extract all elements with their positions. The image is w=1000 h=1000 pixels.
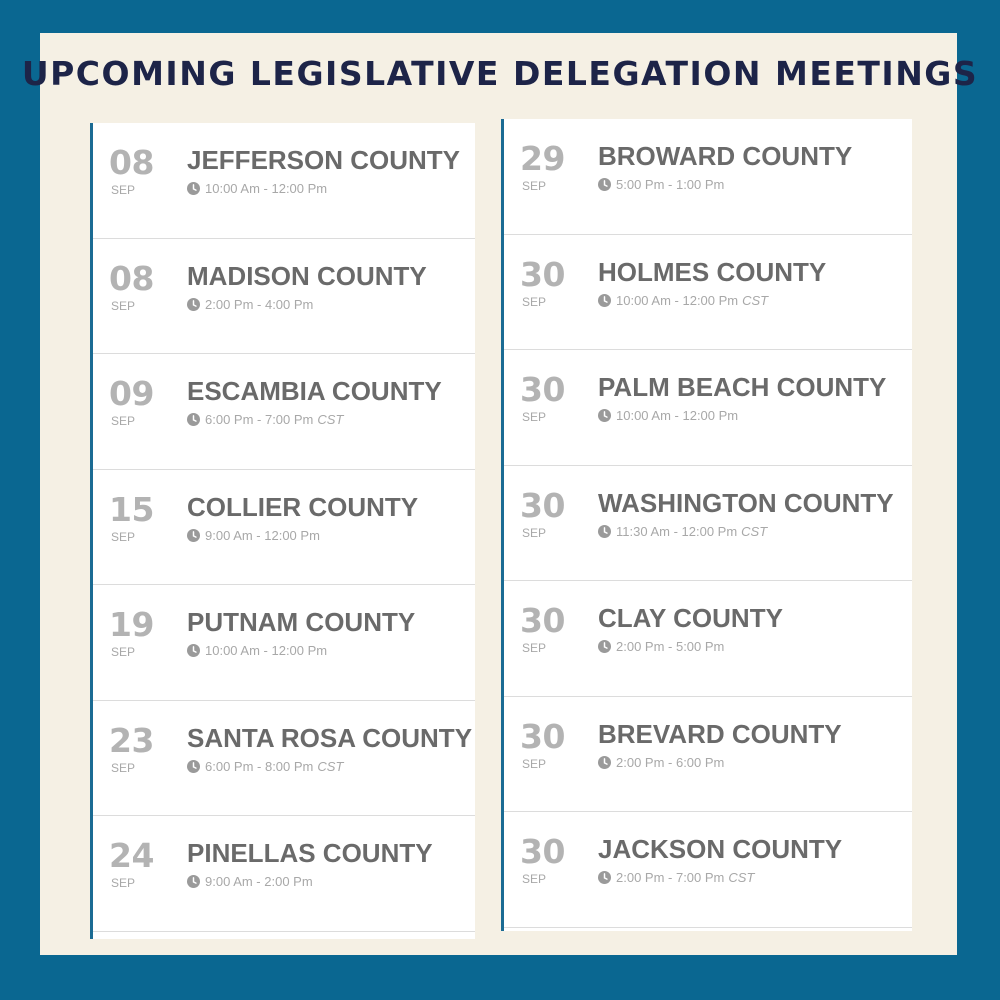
- clock-icon: [187, 875, 200, 888]
- meeting-time-row: [187, 528, 324, 543]
- meeting-county: BREVARD COUNTY: [598, 718, 842, 749]
- meeting-item[interactable]: [504, 119, 912, 235]
- meeting-county: SANTA ROSA COUNTY: [187, 722, 473, 753]
- meeting-time: 10:00 Am - 12:00 Pm: [205, 643, 328, 658]
- meeting-month: SEP: [522, 294, 547, 309]
- meeting-day: 09: [109, 374, 154, 413]
- meeting-county: CLAY COUNTY: [598, 603, 783, 633]
- meeting-time-row: [598, 293, 768, 308]
- meeting-county: PINELLAS COUNTY: [187, 838, 433, 868]
- meeting-county: PALM BEACH COUNTY: [598, 372, 887, 402]
- meetings-list-left: [90, 123, 475, 939]
- meeting-month: SEP: [522, 179, 547, 193]
- meeting-month: SEP: [522, 410, 547, 424]
- meeting-day: 23: [109, 720, 154, 760]
- meeting-month: SEP: [111, 760, 136, 775]
- meeting-time-row: [187, 297, 317, 312]
- meeting-day: 30: [520, 716, 565, 756]
- clock-icon: [598, 871, 611, 884]
- meeting-time: 2:00 Pm - 6:00 Pm: [616, 754, 725, 770]
- meeting-month: SEP: [522, 756, 547, 771]
- meeting-month: SEP: [522, 525, 547, 540]
- meeting-county: HOLMES COUNTY: [598, 256, 827, 287]
- meeting-day: 30: [520, 485, 565, 525]
- meeting-day: 29: [520, 139, 565, 178]
- meeting-county: MADISON COUNTY: [187, 260, 427, 291]
- meeting-item[interactable]: [93, 701, 475, 817]
- meeting-month: SEP: [111, 529, 136, 544]
- meetings-list-right: [501, 119, 912, 931]
- meeting-time-row: [598, 639, 728, 654]
- meeting-time: 2:00 Pm - 5:00 Pm: [616, 639, 725, 654]
- meeting-item[interactable]: [93, 354, 475, 470]
- clock-icon: [187, 529, 200, 542]
- meeting-item[interactable]: [504, 581, 912, 697]
- meeting-item[interactable]: [93, 239, 475, 355]
- meeting-item[interactable]: [504, 812, 912, 928]
- clock-icon: [598, 294, 611, 307]
- meeting-timezone: CST: [728, 870, 755, 885]
- meeting-time: 10:00 Am - 12:00 Pm: [616, 408, 739, 423]
- meeting-time: 9:00 Am - 12:00 Pm: [205, 527, 320, 543]
- meeting-time-row: [187, 181, 331, 196]
- meeting-time: 5:00 Pm - 1:00 Pm: [616, 177, 725, 192]
- meeting-time-row: [187, 412, 343, 427]
- clock-icon: [187, 644, 200, 657]
- meeting-county: JACKSON COUNTY: [598, 834, 843, 864]
- meeting-day: 30: [520, 370, 565, 409]
- meeting-time: 6:00 Pm - 8:00 Pm: [205, 758, 314, 774]
- clock-icon: [187, 182, 200, 195]
- meeting-month: SEP: [522, 872, 547, 886]
- meeting-county: PUTNAM COUNTY: [187, 607, 416, 637]
- meeting-item[interactable]: [93, 585, 475, 701]
- meeting-day: 30: [520, 254, 565, 294]
- meeting-day: 08: [109, 258, 154, 298]
- meeting-month: SEP: [111, 183, 136, 197]
- meeting-time-row: [598, 177, 728, 192]
- meeting-item[interactable]: [504, 350, 912, 466]
- meeting-county: ESCAMBIA COUNTY: [187, 376, 442, 406]
- clock-icon: [598, 640, 611, 653]
- meeting-county: COLLIER COUNTY: [187, 491, 419, 522]
- meeting-day: 24: [109, 836, 154, 875]
- meeting-day: 19: [109, 605, 154, 644]
- clock-icon: [598, 756, 611, 769]
- page-title: UPCOMING LEGISLATIVE DELEGATION MEETINGS: [21, 54, 979, 93]
- meeting-item[interactable]: [504, 466, 912, 582]
- meeting-time-row: [187, 874, 317, 889]
- meeting-time: 9:00 Am - 2:00 Pm: [205, 874, 313, 889]
- clock-icon: [187, 760, 200, 773]
- meeting-item[interactable]: [93, 816, 475, 932]
- meeting-county: BROWARD COUNTY: [598, 141, 853, 171]
- meeting-time: 10:00 Am - 12:00 Pm: [205, 181, 328, 196]
- meeting-month: SEP: [522, 641, 547, 655]
- meeting-item[interactable]: [93, 470, 475, 586]
- meeting-time: 2:00 Pm - 7:00 Pm: [616, 870, 725, 885]
- meeting-day: 30: [520, 832, 565, 871]
- meeting-month: SEP: [111, 414, 136, 428]
- meeting-time-row: [187, 759, 343, 774]
- meeting-item[interactable]: [504, 697, 912, 813]
- meeting-time: 6:00 Pm - 7:00 Pm: [205, 412, 314, 427]
- meeting-day: 30: [520, 601, 565, 640]
- meeting-item[interactable]: [504, 235, 912, 351]
- clock-icon: [187, 413, 200, 426]
- meeting-timezone: CST: [317, 412, 344, 427]
- meeting-county: JEFFERSON COUNTY: [187, 145, 461, 175]
- meeting-time-row: [598, 755, 728, 770]
- meeting-time-row: [598, 408, 742, 423]
- meeting-timezone: CST: [742, 292, 769, 308]
- meeting-time: 11:30 Am - 12:00 Pm: [616, 523, 738, 539]
- meeting-time-row: [187, 643, 331, 658]
- meeting-item[interactable]: [93, 123, 475, 239]
- meeting-timezone: CST: [741, 523, 768, 539]
- meeting-time: 2:00 Pm - 4:00 Pm: [205, 296, 314, 312]
- meeting-time: 10:00 Am - 12:00 Pm: [616, 292, 739, 308]
- clock-icon: [598, 525, 611, 538]
- meeting-time-row: [598, 524, 767, 539]
- meeting-time-row: [598, 870, 754, 885]
- meeting-month: SEP: [111, 876, 136, 890]
- clock-icon: [598, 178, 611, 191]
- meeting-day: 15: [109, 489, 154, 529]
- meeting-day: 08: [109, 143, 154, 182]
- meeting-timezone: CST: [317, 758, 344, 774]
- meeting-county: WASHINGTON COUNTY: [598, 487, 894, 518]
- meeting-month: SEP: [111, 298, 136, 313]
- meeting-month: SEP: [111, 645, 136, 659]
- clock-icon: [598, 409, 611, 422]
- clock-icon: [187, 298, 200, 311]
